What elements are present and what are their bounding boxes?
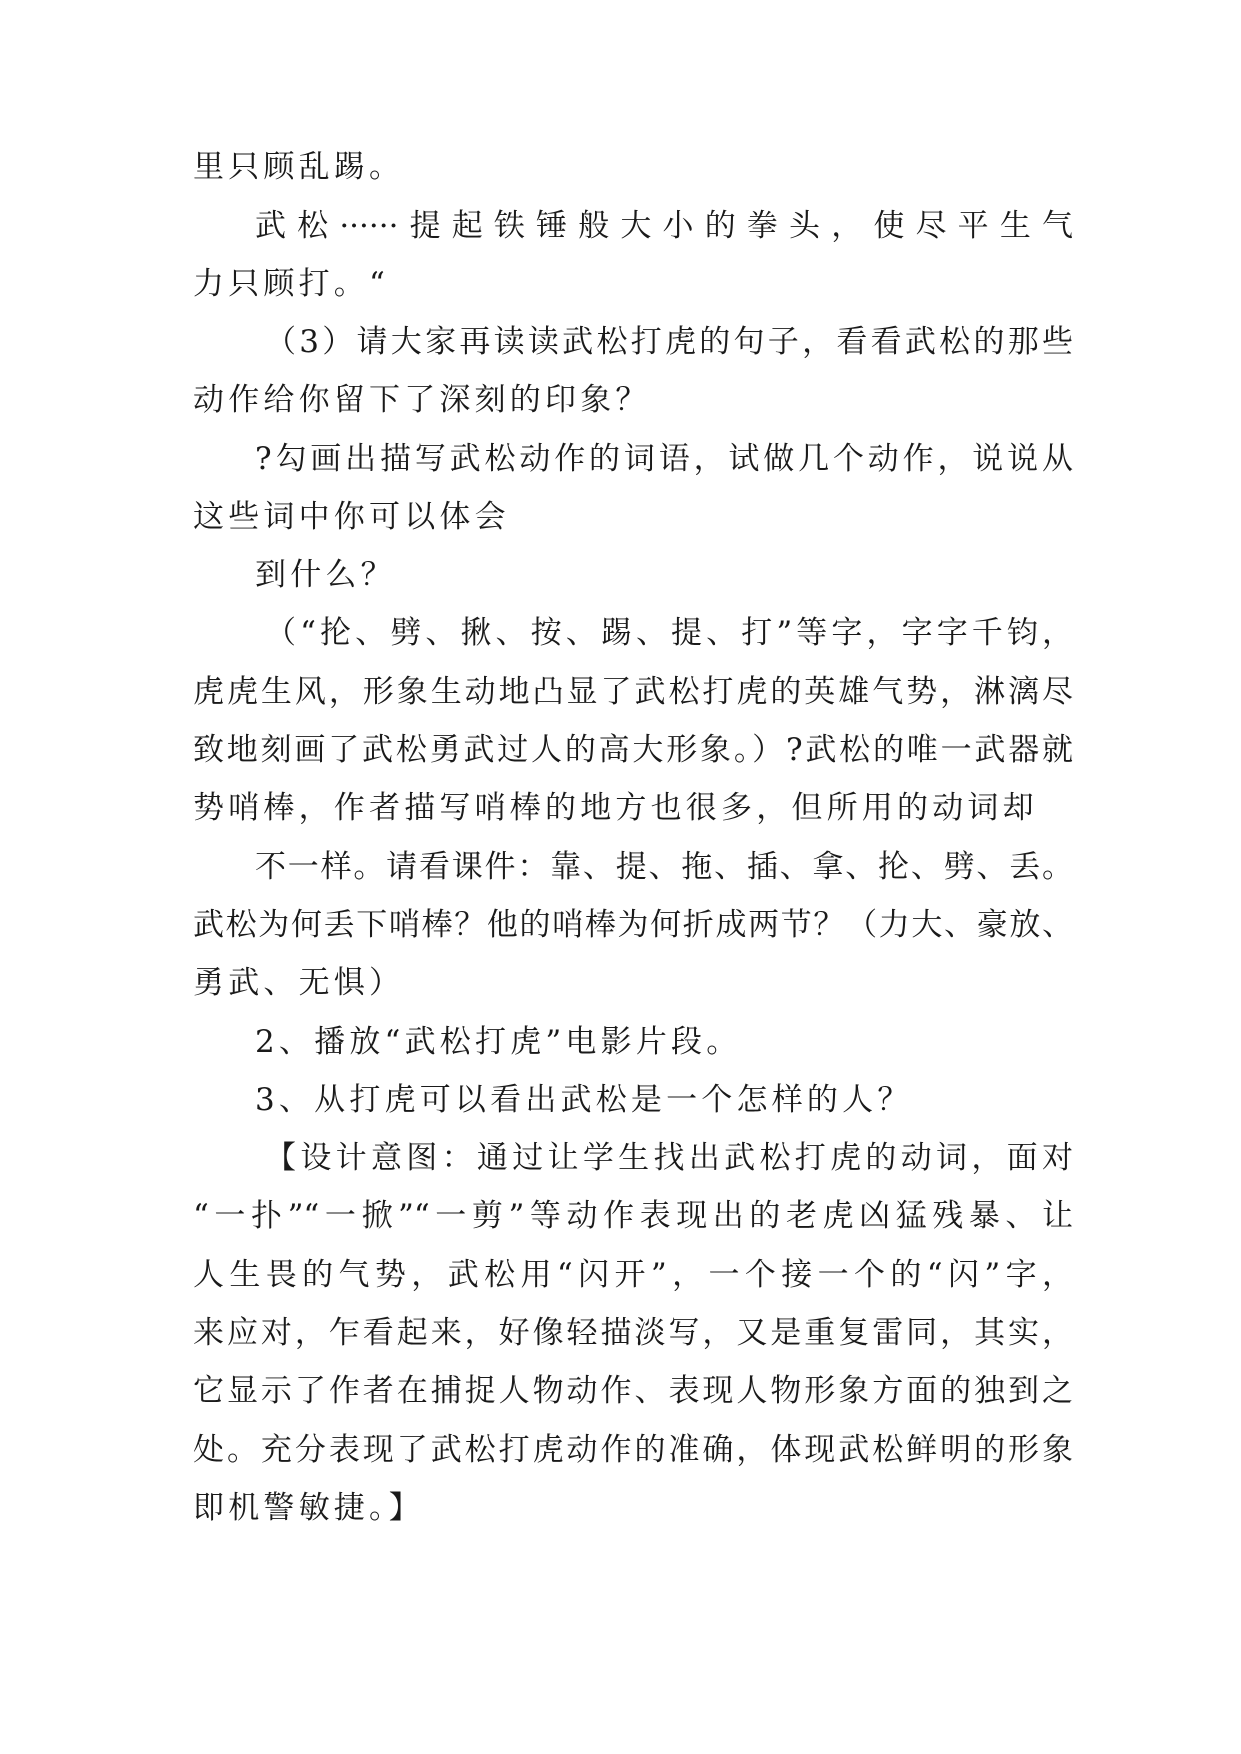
text-line: 来应对，乍看起来，好像轻描淡写，又是重复雷同，其实， [193, 1315, 1073, 1351]
text-line: 里只顾乱踢。 [193, 149, 405, 185]
text-line: 武松······提起铁锤般大小的拳头，使尽平生气 [255, 208, 1073, 244]
text-line: 动作给你留下了深刻的印象？ [193, 382, 651, 418]
text-line: 人生畏的气势，武松用“闪开”，一个接一个的“闪”字， [193, 1257, 1073, 1293]
text-line: （3）请大家再读读武松打虎的句子，看看武松的那些 [265, 324, 1073, 360]
text-line: 3、从打虎可以看出武松是一个怎样的人？ [255, 1082, 913, 1118]
text-line: 虎虎生风，形象生动地凸显了武松打虎的英雄气势，淋漓尽 [193, 674, 1073, 710]
text-line: “一扑”“一掀”“一剪”等动作表现出的老虎凶猛残暴、让 [193, 1198, 1073, 1234]
text-line: 武松为何丢下哨棒？他的哨棒为何折成两节？（力大、豪放、 [193, 907, 1073, 943]
text-line: 到什么？ [255, 557, 396, 593]
text-line: 这些词中你可以体会 [193, 499, 510, 535]
text-line: ?勾画出描写武松动作的词语，试做几个动作，说说从 [255, 441, 1073, 477]
text-line: 力只顾打。“ [193, 266, 390, 302]
text-line: 处。充分表现了武松打虎动作的准确，体现武松鲜明的形象 [193, 1432, 1073, 1468]
text-line: 2、播放“武松打虎”电影片段。 [255, 1024, 742, 1060]
text-line: 【设计意图：通过让学生找出武松打虎的动词，面对 [265, 1140, 1073, 1176]
text-line: （“抡、劈、揪、按、踢、提、打”等字，字字千钧， [265, 615, 1073, 651]
text-line: 勇武、无惧） [193, 965, 405, 1001]
text-line: 即机警敏捷。】 [193, 1490, 424, 1526]
text-line: 势哨棒，作者描写哨棒的地方也很多，但所用的动词却 [193, 790, 1038, 826]
text-line: 不一样。请看课件：靠、提、拖、插、拿、抡、劈、丢。 [255, 849, 1073, 885]
text-line: 致地刻画了武松勇武过人的高大形象。）?武松的唯一武器就 [193, 732, 1073, 768]
text-line: 它显示了作者在捕捉人物动作、表现人物形象方面的独到之 [193, 1373, 1073, 1409]
